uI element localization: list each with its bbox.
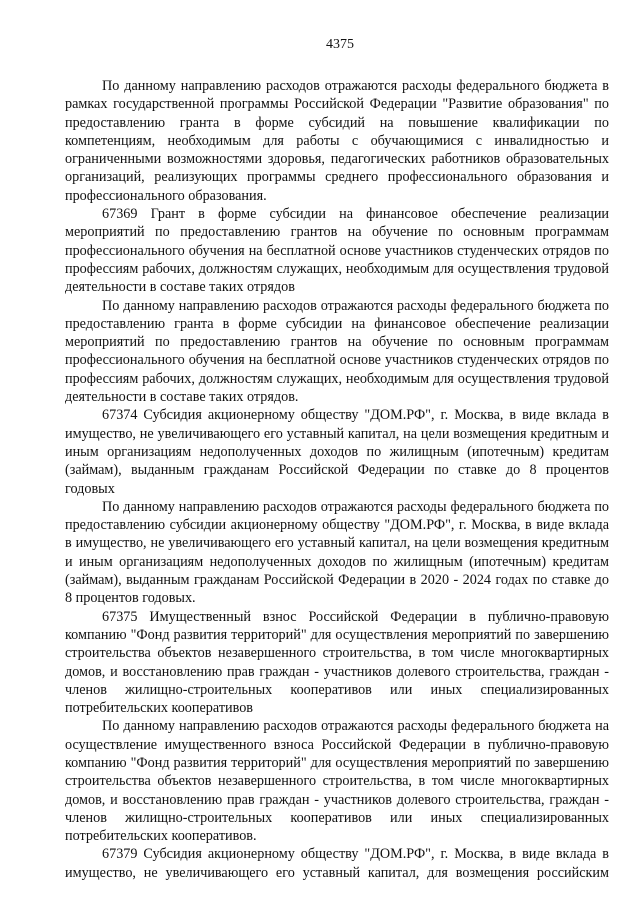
paragraph-4: 67374 Субсидия акционерному обществу "ДОМ.РФ", г. Москва, в виде вклада в имущество, не увеличивающего его уставный капитал, на цели возмещения кредитным и иным организациям недополученных доходов по жилищным (ипотечным) кредитам (займам), выданным гражданам Российской Федерации по ставке до 8 процентов годовых	[65, 407, 609, 497]
page-number: 4375	[326, 37, 354, 52]
paragraph-7: По данному направлению расходов отражаются расходы федерального бюджета на осуществление имущественного взноса Российской Федерации в публично-правовую компанию "Фонд развития территорий" для осуществления мероприятий по завершению строительства объектов незавершенного строительства, в том числе многоквартирных домов, и восстановлению прав граждан - участников долевого строительства, граждан - членов жилищно-строительных кооперативов или иных специализированных потребительских кооперативов.	[65, 718, 609, 845]
paragraph-1: По данному направлению расходов отражаются расходы федерального бюджета в рамках государственной программы Российской Федерации "Развитие образования" по предоставлению гранта в форме субсидий на повышение квалификации по компетенциям, необходимым для работы с обучающимися с инвалидностью и ограниченными возможностями здоровья, педагогических работников образовательных организаций, реализующих программы среднего профессионального образования и профессионального образования.	[65, 78, 609, 204]
paragraph-2: 67369 Грант в форме субсидии на финансовое обеспечение реализации мероприятий по предоставлению грантов на обучение по основным программам профессионального обучения на бесплатной основе участников студенческих отрядов по профессиям рабочих, должностям служащих, необходимым для осуществления трудовой деятельности в составе таких отрядов	[65, 206, 609, 296]
paragraph-6: 67375 Имущественный взнос Российской Федерации в публично-правовую компанию "Фонд развития территорий" для осуществления мероприятий по завершению строительства объектов незавершенного строительства, в том числе многоквартирных домов, и восстановлению прав граждан - участников долевого строительства, граждан - членов жилищно-строительных кооперативов или иных специализированных потребительских кооперативов	[65, 608, 609, 717]
paragraph-8: 67379 Субсидия акционерному обществу "ДОМ.РФ", г. Москва, в виде вклада в имущество, не увеличивающего его уставный капитал, для возмещения российским	[65, 846, 609, 881]
paragraph-3: По данному направлению расходов отражаются расходы федерального бюджета по предоставлению гранта в форме субсидии на финансовое обеспечение реализации мероприятий по предоставлению грантов на обучение по основным программам профессионального обучения на бесплатной основе участников студенческих отрядов по профессиям рабочих, должностям служащих, необходимым для осуществления трудовой деятельности в составе таких отрядов.	[65, 297, 609, 406]
paragraph-5: По данному направлению расходов отражаются расходы федерального бюджета по предоставлению субсидии акционерному обществу "ДОМ.РФ", г. Москва, в виде вклада в имущество, не увеличивающего его уставный капитал, на цели возмещения кредитным и иным организациям недополученных доходов по жилищным (ипотечным) кредитам (займам), выданным гражданам Российской Федерации в 2020 - 2024 годах по ставке до 8 процентов годовых.	[65, 498, 609, 607]
